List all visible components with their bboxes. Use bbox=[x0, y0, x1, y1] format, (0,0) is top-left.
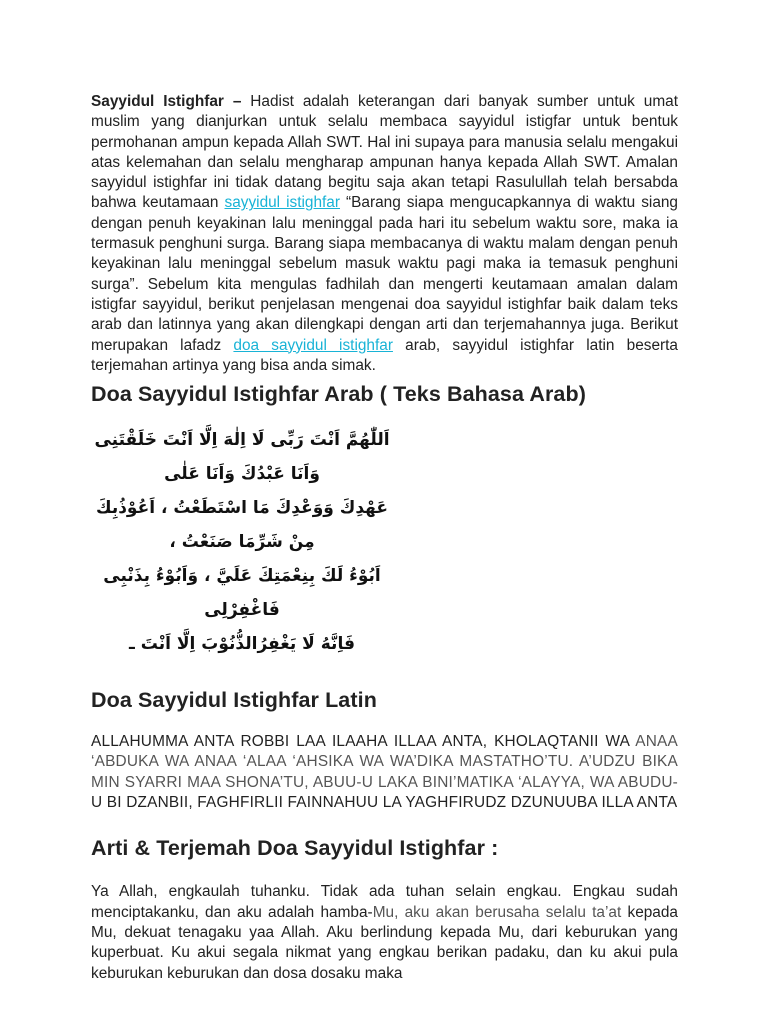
arabic-prayer-image bbox=[93, 423, 391, 661]
article-content bbox=[91, 92, 678, 984]
latin-text-2: ANAA ‘ABDUKA WA ANAA ‘ALAA ‘AHSIKA WA WA’DIKA MASTATHO’TU. A’UDZU BIKA MIN SYARRI MAA SHONA’TU, ABUU-U LAKA BINI’MATIKA ‘ALAYYA, WA ABUDU- bbox=[91, 733, 678, 791]
arabic-line: عَهْدِكَ وَوَعْدِكَ مَا اسْتَطَعْتُ ، اَعُوْذُبِكَ مِنْ شَرِّمَا صَنَعْتُ ، bbox=[95, 498, 388, 553]
arabic-line: فَاِنَّهُ لَا يَغْفِرُالذُّنُوْبَ اِلَّا اَنْتَ ـ bbox=[129, 634, 355, 655]
arti-paragraph bbox=[91, 882, 678, 983]
doa-sayyidul-istighfar-link[interactable]: doa sayyidul istighfar bbox=[233, 336, 393, 354]
arti-text-2: Mu, aku akan berusaha selalu ta’at bbox=[372, 903, 622, 921]
arabic-line: اَللّٰهُمَّ اَنْتَ رَبِّى لَا اِلٰهَ اِلَّا اَنْتَ خَلَقْتَنِى وَاَنَا عَبْدُكَ وَاَنَا عَلٰى bbox=[94, 430, 390, 485]
heading-arab: Doa Sayyidul Istighfar Arab ( Teks Bahasa Arab) bbox=[91, 382, 586, 407]
intro-title: Sayyidul Istighfar – bbox=[91, 93, 242, 110]
latin-text-3: U BI DZANBII, FAGHFIRLII FAINNAHUU LA YAGHFIRUDZ DZUNUUBA ILLA ANTA bbox=[91, 794, 678, 812]
arti-text-1: Ya Allah, engkaulah tuhanku. Tidak ada tuhan selain engkau. Engkau sudah menciptakanku, dan aku adalah hamba- bbox=[91, 883, 678, 921]
latin-paragraph bbox=[91, 732, 678, 813]
intro-text-3: arab, sayyidul istighfar latin beserta terjemahan artinya yang bisa anda simak. bbox=[91, 336, 678, 374]
intro-text-1: Hadist adalah keterangan dari banyak sumber untuk umat muslim yang dianjurkan untuk selalu membaca sayyidul istigfar untuk bentuk permohanan ampun kepada Allah SWT. Hal ini supaya para manusia selalu mengakui atas kelemahan dan selalu mengharap ampunan hanya kepada Allah SWT. Amalan sayyidul istighfar ini tidak datang begitu saja akan tetapi Rasulullah telah bersabda bahwa keutamaan bbox=[91, 93, 678, 212]
intro-paragraph bbox=[91, 92, 678, 376]
arti-text-3: kepada Mu, dekuat tenagaku yaa Allah. Aku berlindung kepada Mu, dari keburukan yang kuperbuat. Ku akui segala nikmat yang engkau berikan padaku, dan ku akui pula keburukan keburukan dan dosa dosaku maka bbox=[91, 903, 678, 982]
arabic-line: اَبُوْءُ لَكَ بِنِعْمَتِكَ عَلَيَّ ، وَاَبُوْءُ بِذَنْبِى فَاغْفِرْلِى bbox=[103, 566, 381, 621]
heading-arti: Arti & Terjemah Doa Sayyidul Istighfar : bbox=[91, 836, 499, 861]
sayyidul-istighfar-link[interactable]: sayyidul istighfar bbox=[224, 194, 340, 212]
heading-latin: Doa Sayyidul Istighfar Latin bbox=[91, 688, 377, 713]
latin-text-1: ALLAHUMMA ANTA ROBBI LAA ILAAHA ILLAA ANTA, KHOLAQTANII WA bbox=[91, 733, 636, 751]
intro-text-2: “Barang siapa mengucapkannya di waktu siang dengan penuh keyakinan lalu meninggal pada hari itu sebelum waktu sore, maka ia termasuk penghuni surga. Barang siapa membacanya di waktu malam dengan penuh keyakinan lalu meninggal sebelum masuk waktu pagi maka ia temasuk penghuni surga”. Sebelum kita mengulas fadhilah dan mengerti keutamaan amalan dalam istigfar sayyidul, berikut penjelasan mengenai doa sayyidul istighfar baik dalam teks arab dan latinnya yang akan dilengkapi dengan arti dan terjemahannya juga. Berikut merupakan lafadz bbox=[91, 194, 678, 354]
